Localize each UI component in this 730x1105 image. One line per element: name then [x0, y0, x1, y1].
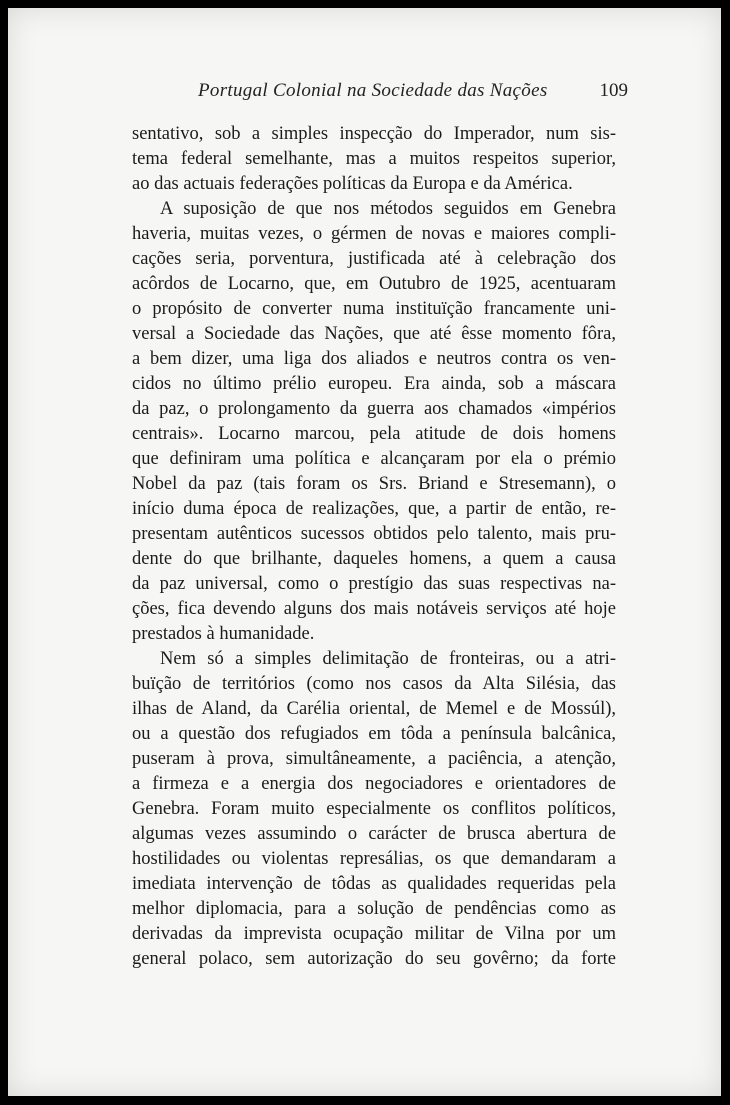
text-line: presentam autênticos sucessos obtidos pelo talento, mais pru-	[132, 524, 616, 544]
text-line: cações seria, porventura, justificada até à celebração dos	[132, 249, 616, 269]
text-line: A suposição de que nos métodos seguidos em Genebra	[160, 199, 616, 219]
text-line: tema federal semelhante, mas a muitos respeitos superior,	[132, 149, 616, 169]
text-line: da paz universal, como o prestígio das suas respectivas na-	[132, 574, 616, 594]
text-line: início duma época de realizações, que, a partir de então, re-	[132, 499, 616, 519]
text-line: acôrdos de Locarno, que, em Outubro de 1925, acentuaram	[132, 274, 616, 294]
body-text	[132, 122, 616, 972]
text-line: ao das actuais federações políticas da Europa e da América.	[132, 174, 573, 194]
text-line: da paz, o prolongamento da guerra aos chamados «impérios	[132, 399, 616, 419]
text-line: que definiram uma política e alcançaram por ela o prémio	[132, 449, 616, 469]
text-line: Nobel da paz (tais foram os Srs. Briand e Stresemann), o	[132, 474, 616, 494]
text-line: puseram à prova, simultâneamente, a paciência, a atenção,	[132, 749, 616, 769]
page-number: 109	[599, 80, 628, 101]
text-line: melhor diplomacia, para a solução de pendências como as	[132, 899, 616, 919]
text-line: Genebra. Foram muito especialmente os conflitos políticos,	[132, 799, 616, 819]
text-line: dente do que brilhante, daqueles homens, a quem a causa	[132, 549, 616, 569]
text-line: versal a Sociedade das Nações, que até êsse momento fôra,	[132, 324, 616, 344]
running-title: Portugal Colonial na Sociedade das Nações	[198, 80, 548, 101]
text-line: haveria, muitas vezes, o gérmen de novas e maiores compli-	[132, 224, 616, 244]
text-line: o propósito de converter numa instituïção francamente uni-	[132, 299, 616, 319]
text-line: general polaco, sem autorização do seu govêrno; da forte	[132, 949, 616, 969]
text-line: cidos no último prélio europeu. Era ainda, sob a máscara	[132, 374, 616, 394]
text-line: ou a questão dos refugiados em tôda a península balcânica,	[132, 724, 616, 744]
text-line: ilhas de Aland, da Carélia oriental, de Memel e de Mossúl),	[132, 699, 616, 719]
page-header	[132, 80, 628, 110]
text-line: prestados à humanidade.	[132, 624, 315, 644]
text-line: hostilidades ou violentas represálias, os que demandaram a	[132, 849, 616, 869]
text-line: buïção de territórios (como nos casos da Alta Silésia, das	[132, 674, 616, 694]
text-line: a bem dizer, uma liga dos aliados e neutros contra os ven-	[132, 349, 616, 369]
text-line: sentativo, sob a simples inspecção do Imperador, num sis-	[132, 124, 616, 144]
text-line: ções, fica devendo alguns dos mais notáveis serviços até hoje	[132, 599, 616, 619]
text-line: algumas vezes assumindo o carácter de brusca abertura de	[132, 824, 616, 844]
text-line: imediata intervenção de tôdas as qualidades requeridas pela	[132, 874, 616, 894]
text-line: centrais». Locarno marcou, pela atitude de dois homens	[132, 424, 616, 444]
text-line: a firmeza e a energia dos negociadores e orientadores de	[132, 774, 616, 794]
book-page	[8, 8, 721, 1096]
text-line: derivadas da imprevista ocupação militar de Vilna por um	[132, 924, 616, 944]
text-line: Nem só a simples delimitação de fronteiras, ou a atri-	[160, 649, 616, 669]
